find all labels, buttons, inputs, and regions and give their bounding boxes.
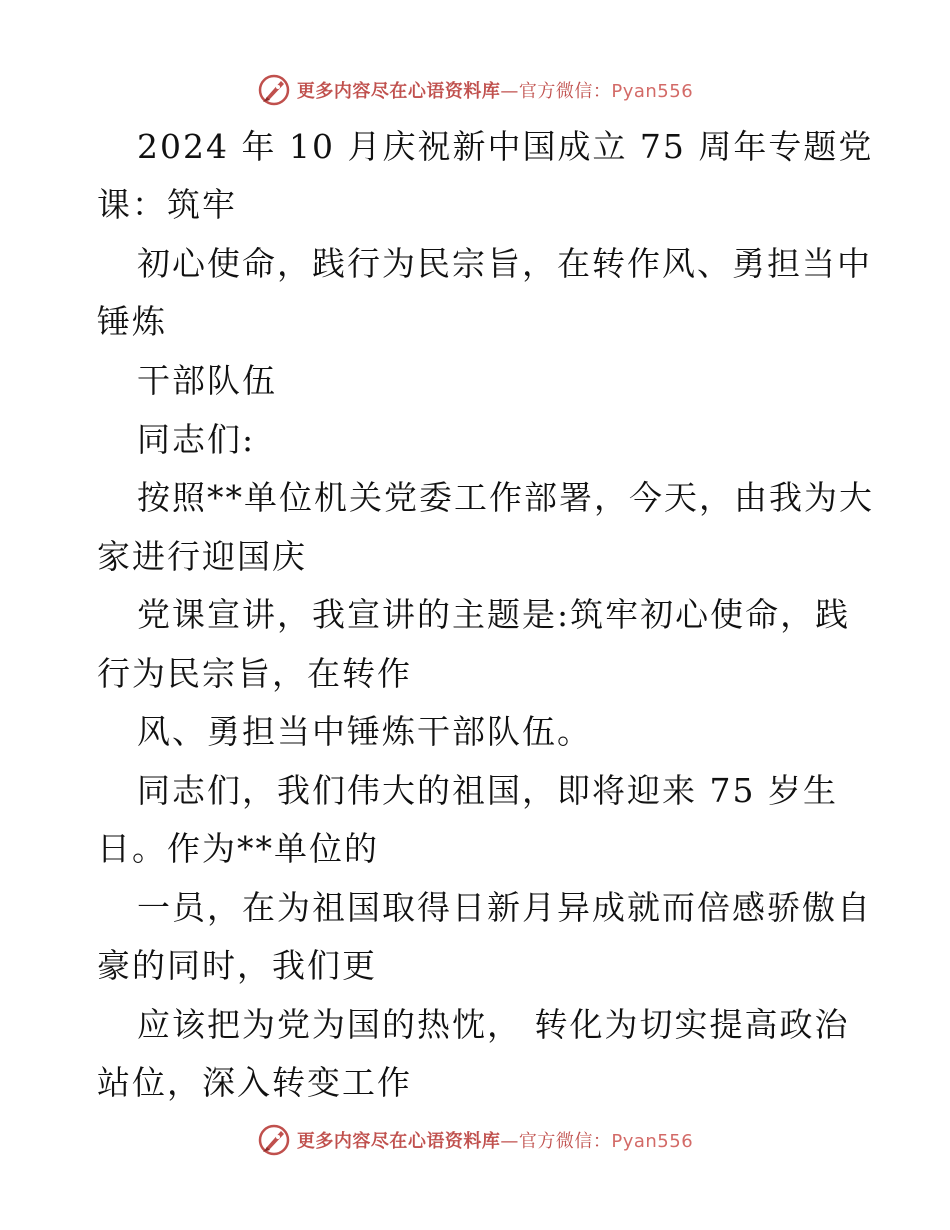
- doc-line-7: 按照**单位机关党委工作部署，今天，由我为大: [137, 478, 874, 517]
- header-wechat-id: Pyan556: [611, 81, 694, 102]
- doc-line-15: 豪的同时，我们更: [97, 946, 377, 985]
- doc-line-11: 风、勇担当中锤炼干部队伍。: [137, 712, 592, 751]
- header-banner-dash: —: [500, 81, 519, 102]
- doc-line-6: 同志们:: [137, 420, 256, 459]
- doc-line-2: 课：筑牢: [97, 185, 237, 224]
- doc-line-13: 日。作为**单位的: [97, 829, 379, 868]
- doc-line-10: 行为民宗旨，在转作: [97, 654, 412, 693]
- quill-pen-logo-icon: [257, 73, 291, 107]
- header-banner-rest: 官方微信：: [518, 81, 612, 102]
- header-banner-main: 更多内容尽在心语资料库: [296, 81, 501, 102]
- doc-line-17: 站位，深入转变工作: [97, 1063, 412, 1102]
- footer-wechat-id: Pyan556: [611, 1131, 694, 1152]
- footer-banner-rest: 官方微信：: [518, 1131, 612, 1152]
- footer-banner-main: 更多内容尽在心语资料库: [296, 1131, 501, 1152]
- header-banner: [0, 70, 950, 110]
- doc-line-3: 初心使命，践行为民宗旨，在转作风、勇担当中: [137, 244, 872, 283]
- doc-line-9: 党课宣讲，我宣讲的主题是:筑牢初心使命，践: [137, 595, 851, 634]
- footer-banner: [0, 1120, 950, 1160]
- header-banner-text: [297, 77, 693, 103]
- doc-line-14: 一员，在为祖国取得日新月异成就而倍感骄傲自: [137, 888, 872, 927]
- doc-line-12: 同志们，我们伟大的祖国，即将迎来 75 岁生: [137, 771, 838, 810]
- doc-line-8: 家进行迎国庆: [97, 537, 307, 576]
- doc-line-1: 2024 年 10 月庆祝新中国成立 75 周年专题党: [137, 127, 874, 166]
- doc-line-16: 应该把为党为国的热忱， 转化为切实提高政治: [137, 1005, 850, 1044]
- doc-line-5: 干部队伍: [137, 361, 277, 400]
- quill-pen-logo-icon: [257, 1123, 291, 1157]
- footer-banner-dash: —: [500, 1131, 519, 1152]
- doc-line-4: 锤炼: [97, 302, 167, 341]
- footer-banner-text: [297, 1127, 693, 1153]
